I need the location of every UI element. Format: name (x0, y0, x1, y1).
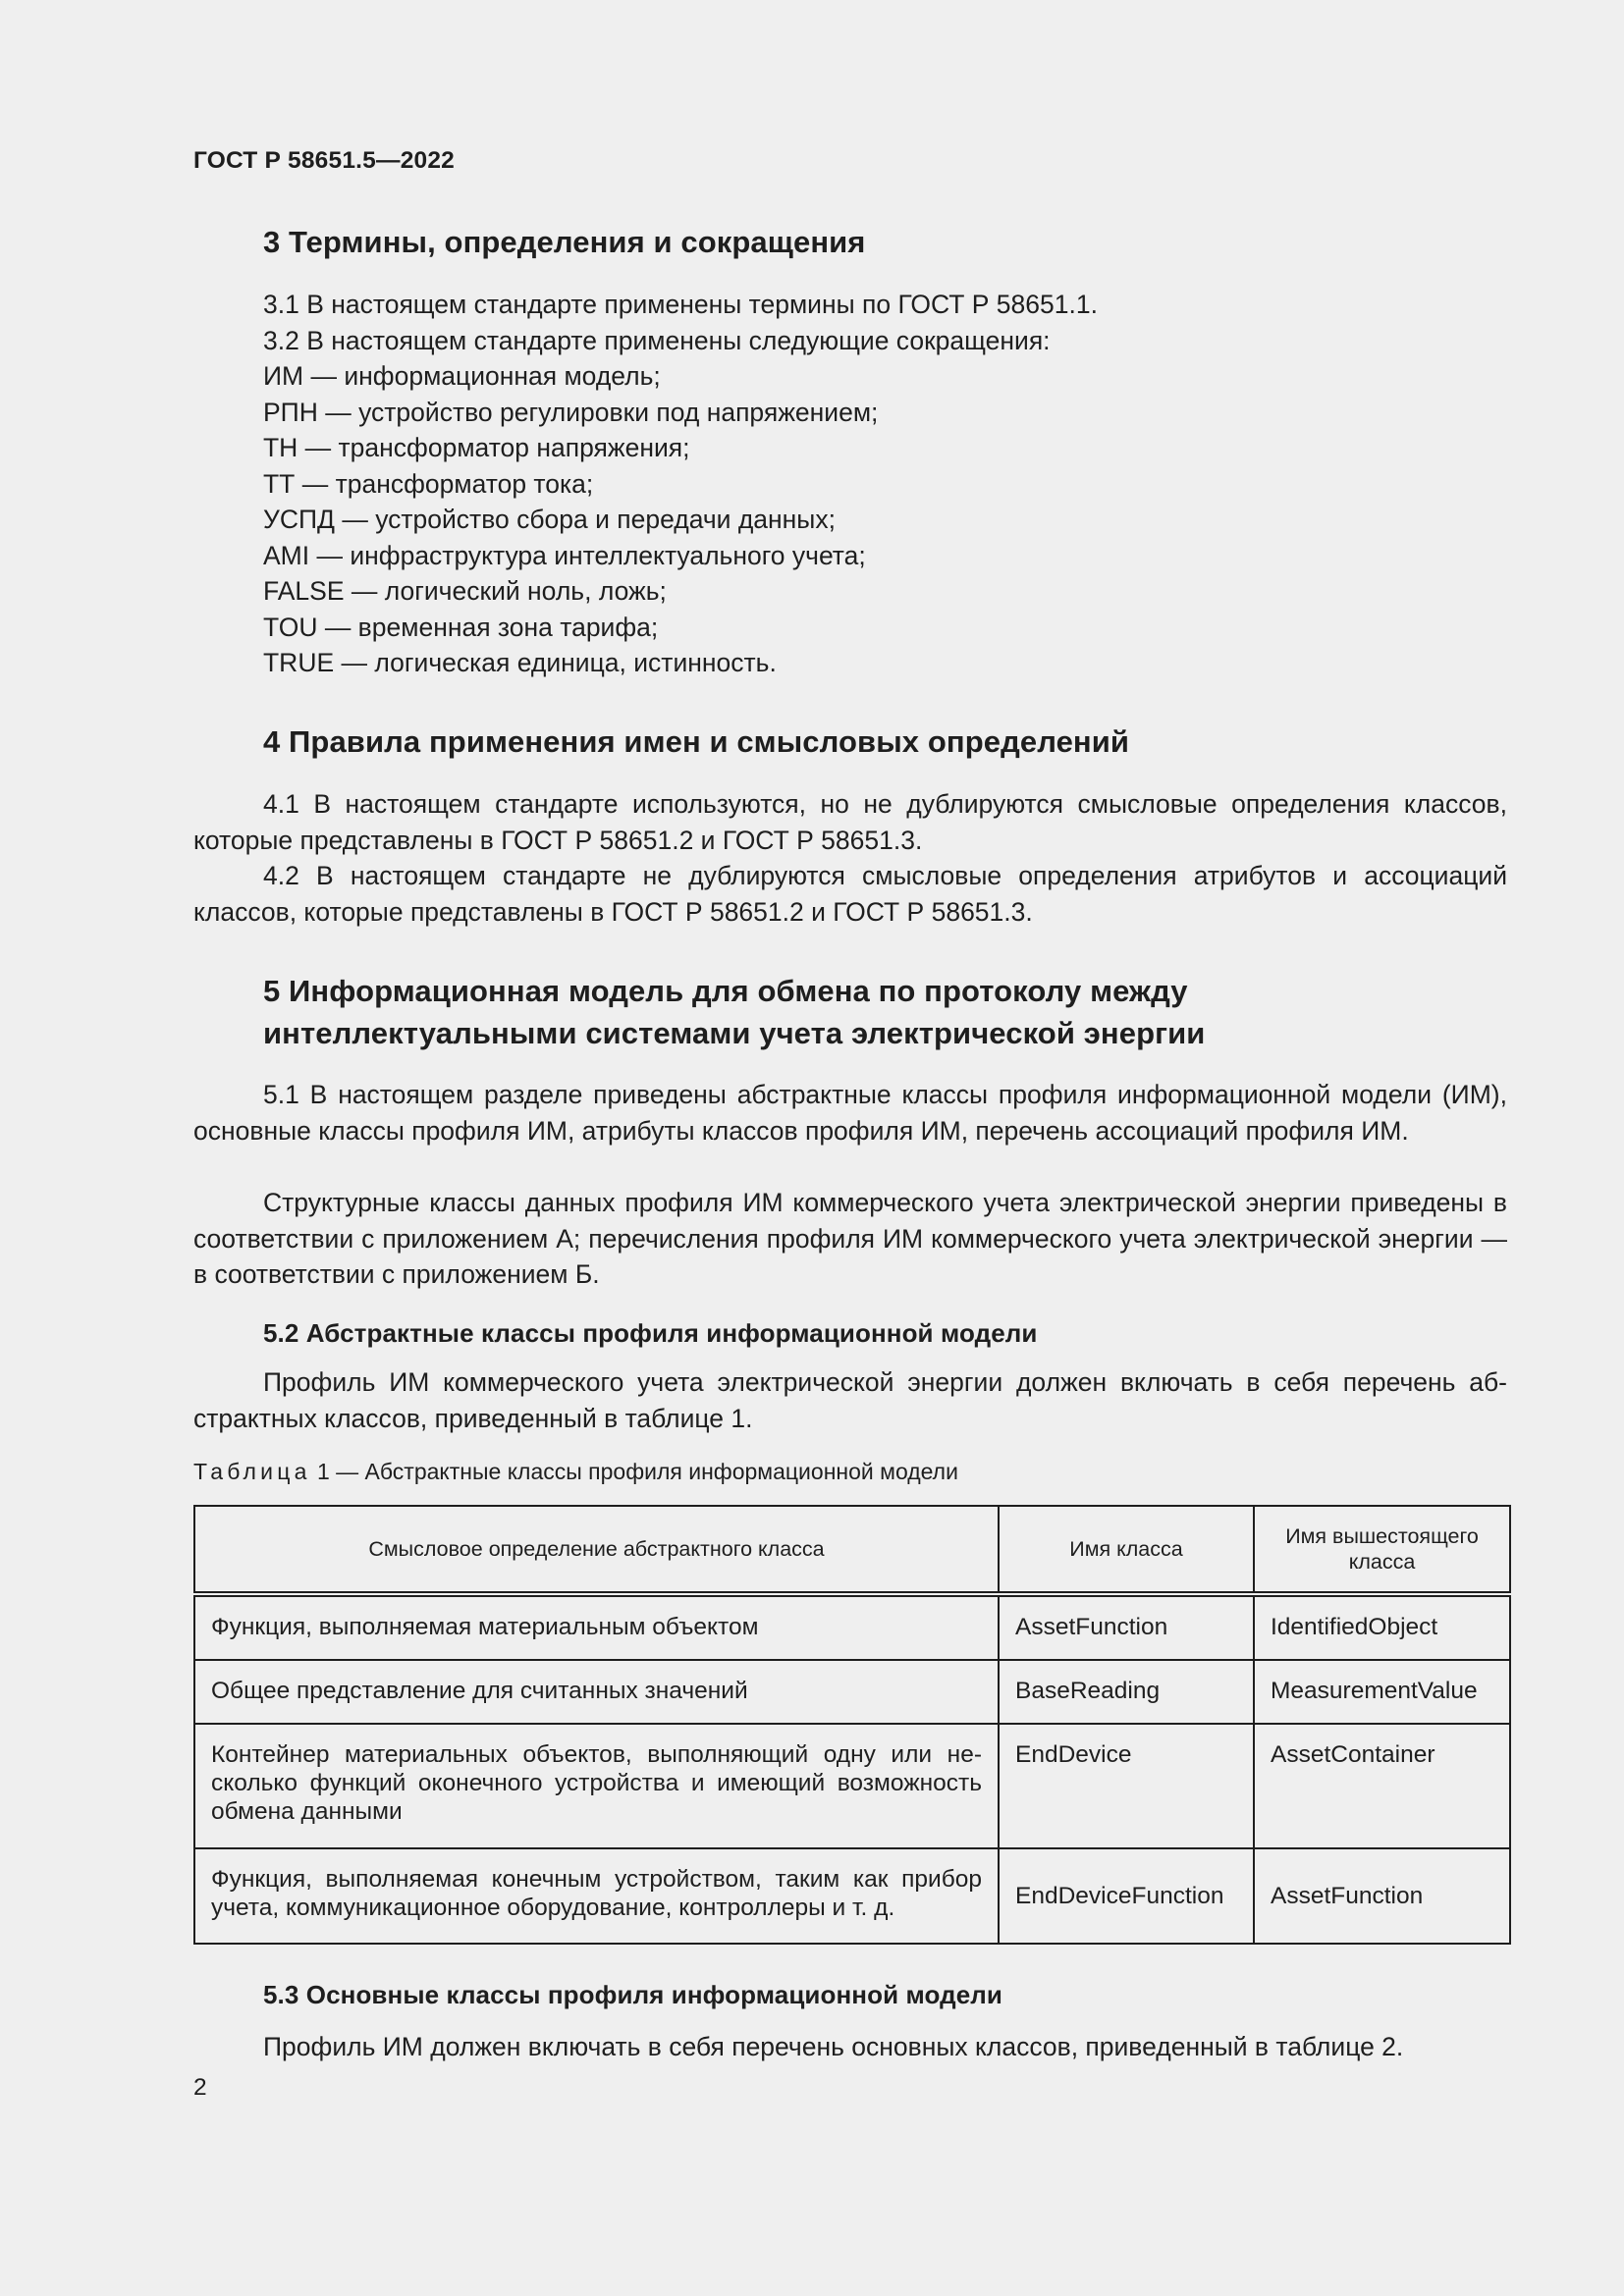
table-cell (999, 1660, 1254, 1724)
page-number: 2 (193, 2074, 207, 2101)
cell-text: BaseReading (1015, 1678, 1161, 1704)
s5-2-p-text: Профиль ИМ коммерческого учета электрической энергии должен включать в себя перечень абстрактных классов, приведенный в таблице 1. (193, 1367, 1507, 1433)
table-cell (1254, 1594, 1510, 1660)
s4-paragraph-1 (193, 786, 1507, 858)
table-cell (1254, 1724, 1510, 1848)
table-header-row (194, 1506, 1510, 1594)
s4-p1-text: 4.1 В настоящем стандарте используются, но не дублируются смысловые определения классов, которые представлены в ГОСТ Р 58651.2 и ГОСТ Р 58651.3. (193, 789, 1507, 855)
table-caption-label: Таблица (193, 1459, 311, 1484)
table-caption-text: 1 — Абстрактные классы профиля информационной модели (310, 1459, 958, 1484)
s5-paragraph-1 (193, 1077, 1507, 1148)
table-cell (194, 1848, 999, 1944)
s5-3-paragraph (193, 2029, 1507, 2065)
table-1-caption (193, 1459, 958, 1485)
cell-text: Функция, выполняемая материальным объектом (211, 1614, 759, 1640)
table-cell (1254, 1660, 1510, 1724)
table-header-cell: Смысловое определение абстрактного класса (194, 1506, 999, 1594)
s3-line: TRUE — логическая единица, истинность. (263, 648, 777, 677)
cell-text: AssetFunction (1015, 1614, 1168, 1640)
table-row (194, 1848, 1510, 1944)
s4-paragraph-2 (193, 858, 1507, 930)
table-cell (194, 1724, 999, 1848)
table-row (194, 1724, 1510, 1848)
table-cell (194, 1660, 999, 1724)
table-header-cell: Имя класса (999, 1506, 1254, 1594)
cell-text: Функция, выполняемая конечным устройством, таким как прибор учета, коммуникационное оборудование, контроллеры и т. д. (211, 1866, 982, 1921)
s3-line: УСПД — устройство сбора и передачи данных; (263, 505, 836, 534)
cell-text: EndDeviceFunction (1015, 1883, 1224, 1909)
s3-line: 3.2 В настоящем стандарте применены следующие сокращения: (263, 326, 1051, 355)
cell-text: AssetFunction (1271, 1883, 1424, 1909)
s3-line: ИМ — информационная модель; (263, 361, 661, 391)
subsection-5-3-title: 5.3 Основные классы профиля информационной модели (263, 1980, 1002, 2009)
table-cell (999, 1594, 1254, 1660)
section-3-title: 3 Термины, определения и сокращения (263, 225, 866, 259)
s4-p2-text: 4.2 В настоящем стандарте не дублируются смысловые определения атрибутов и ассоциаций классов, которые представлены в ГОСТ Р 58651.2 и ГОСТ Р 58651.3. (193, 861, 1507, 927)
subsection-5-2-title: 5.2 Абстрактные классы профиля информационной модели (263, 1318, 1038, 1348)
table-row (194, 1594, 1510, 1660)
table-header-cell: Имя вышестоящего класса (1254, 1506, 1510, 1594)
section-5-title-line-2: интеллектуальными системами учета электрической энергии (263, 1016, 1206, 1050)
cell-text: AssetContainer (1271, 1741, 1435, 1768)
section-5-title-line-1: 5 Информационная модель для обмена по протоколу между (263, 974, 1188, 1008)
table-cell (999, 1848, 1254, 1944)
cell-text: Общее представление для считанных значений (211, 1678, 748, 1704)
section-4-title: 4 Правила применения имен и смысловых определений (263, 724, 1130, 759)
s3-line: ТН — трансформатор напряжения; (263, 433, 690, 462)
s3-line: ТТ — трансформатор тока; (263, 469, 594, 499)
s5-3-p-text: Профиль ИМ должен включать в себя перечень основных классов, приведенный в таблице 2. (263, 2032, 1404, 2061)
s5-p2-text: Структурные классы данных профиля ИМ коммерческого учета электрической энергии приведены в соответствии с приложением А; перечисления профиля ИМ коммерческого учета электрической энергии — в соответствии с приложением Б. (193, 1188, 1507, 1289)
cell-text: MeasurementValue (1271, 1678, 1478, 1704)
cell-text: IdentifiedObject (1271, 1614, 1438, 1640)
s3-line: AMI — инфраструктура интеллектуального учета; (263, 541, 866, 570)
s3-line: FALSE — логический ноль, ложь; (263, 576, 667, 606)
cell-text: Контейнер материальных объектов, выполняющий одну или несколько функций оконечного устройства и имеющий возможность обмена данными (211, 1741, 982, 1825)
s3-line: РПН — устройство регулировки под напряжением; (263, 398, 879, 427)
table-row (194, 1660, 1510, 1724)
s5-p1-text: 5.1 В настоящем разделе приведены абстрактные классы профиля информационной модели (ИМ), основные классы профиля ИМ, атрибуты классов профиля ИМ, перечень ассоциаций профиля ИМ. (193, 1080, 1507, 1146)
s3-line: 3.1 В настоящем стандарте применены термины по ГОСТ Р 58651.1. (263, 290, 1098, 319)
s3-line: TOU — временная зона тарифа; (263, 613, 659, 642)
table-cell (1254, 1848, 1510, 1944)
s5-2-paragraph (193, 1364, 1507, 1436)
table-cell (999, 1724, 1254, 1848)
table-cell (194, 1594, 999, 1660)
s5-paragraph-2 (193, 1185, 1507, 1293)
table-1 (193, 1505, 1511, 1945)
cell-text: EndDevice (1015, 1741, 1132, 1768)
document-header: ГОСТ Р 58651.5—2022 (193, 147, 455, 174)
